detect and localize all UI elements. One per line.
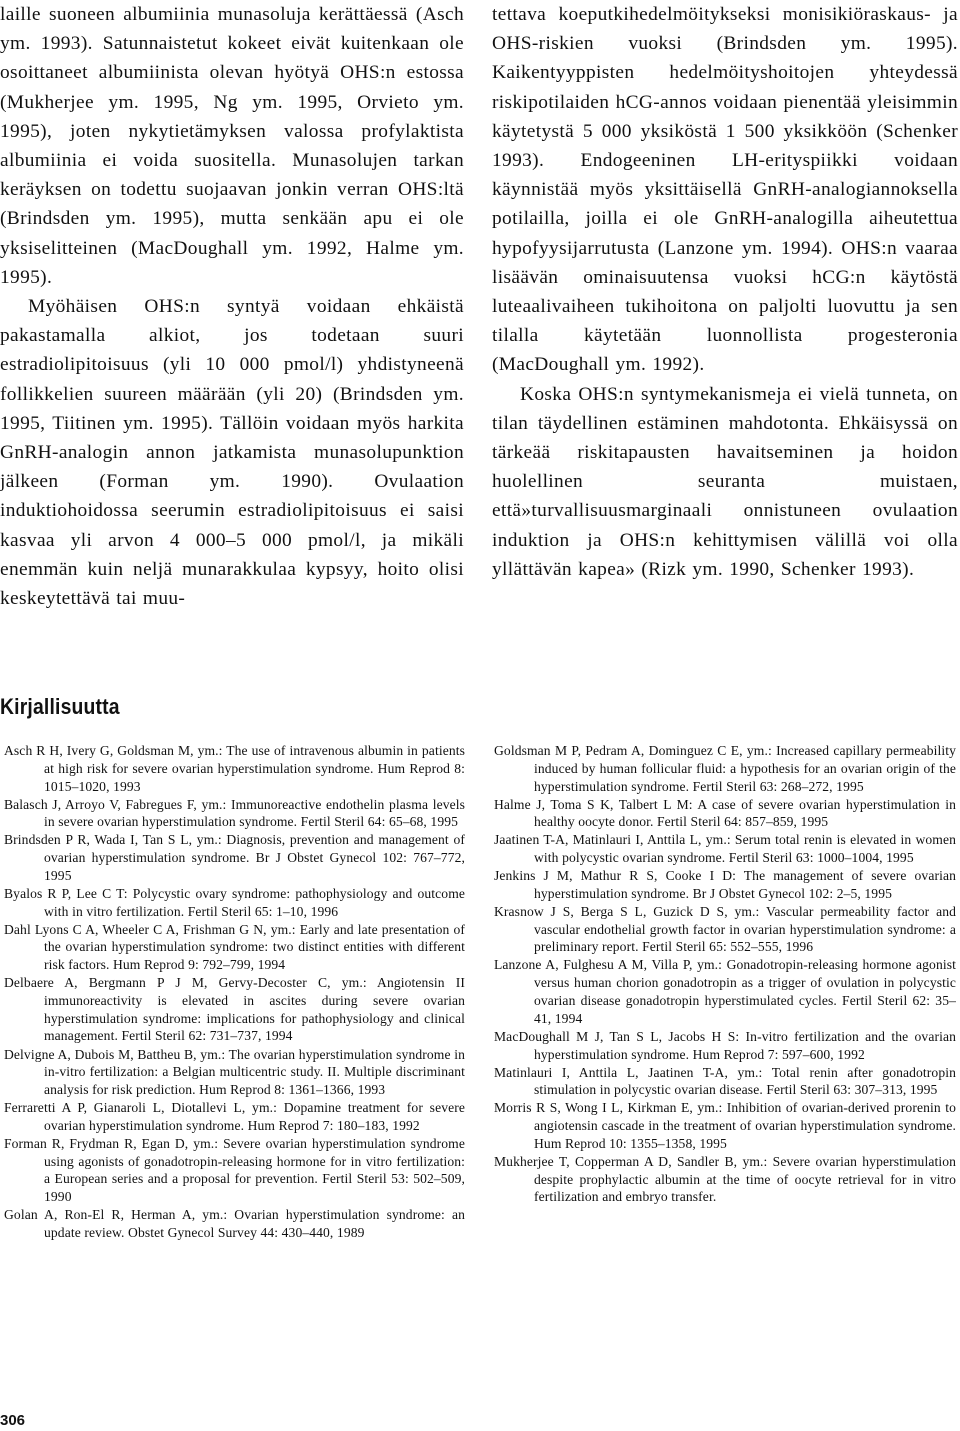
reference-item: Forman R, Frydman R, Egan D, ym.: Severe ovarian hyperstimulation syndrome using agonists of gonadotropin-releasing hormone for in vitro fertilization: a European series and a proposal for prevention. Fertil Steril 53: 502–509, 1990 — [4, 1135, 465, 1205]
reference-item: Mukherjee T, Copperman A D, Sandler B, ym.: Severe ovarian hyperstimulation despite prophylactic albumin at the time of oocyte retrieval for in vitro fertilization and embryo transfer. — [494, 1153, 956, 1205]
body-column-right — [492, 0, 958, 584]
body-paragraph: Myöhäisen OHS:n syntyä voidaan ehkäistä pakastamalla alkiot, jos todetaan suuri estradiolipitoisuus (yli 10 000 pmol/l) yhdistyneenä follikkelien suureen määrään (yli 20) (Brindsden ym. 1995, Tiitinen ym. 1995). Tällöin voidaan myös harkita GnRH-analogin annon jatkamista munasolupunktion jälkeen (Forman ym. 1990). Ovulaation induktiohoidossa seerumin estradiolipitoisuus ei saisi kasvaa yli arvon 4 000–5 000 pmol/l, ja mikäli enemmän kuin neljä munarakkulaa kypsyy, hoito olisi keskeytettävä tai muu- — [0, 296, 464, 610]
body-paragraph: Koska OHS:n syntymekanismeja ei vielä tunneta, on tilan täydellinen estäminen mahdotonta. Ehkäisyssä on tärkeää riskitapausten havaitseminen ja hoidon huolellinen seuranta muistaen, että»turvallisuusmarginaali onnistuneen ovulaation induktion ja OHS:n kehittymisen välillä voi olla yllättävän kapea» (Rizk ym. 1990, Schenker 1993). — [492, 383, 958, 580]
reference-item: Morris R S, Wong I L, Kirkman E, ym.: Inhibition of ovarian-derived prorenin to angiotensin cascade in the treatment of ovarian hyperstimulation syndrome. Hum Reprod 10: 1355–1358, 1995 — [494, 1100, 956, 1151]
reference-item: Dahl Lyons C A, Wheeler C A, Frishman G N, ym.: Early and late presentation of the ovarian hyperstimulation syndrome: two distinct entities with different risk factors. Hum Reprod 9: 792–799, 1994 — [4, 921, 465, 973]
reference-item: Halme J, Toma S K, Talbert L M: A case of severe ovarian hyperstimulation in healthy oocyte donor. Fertil Steril 64: 857–859, 1995 — [494, 796, 956, 830]
reference-item: Jaatinen T-A, Matinlauri I, Anttila L, ym.: Serum total renin is elevated in women with polycystic ovarian syndrome. Fertil Steril 63: 1000–1004, 1995 — [494, 832, 956, 866]
page-number: 306 — [0, 1412, 26, 1429]
reference-item: Lanzone A, Fulghesu A M, Villa P, ym.: Gonadotropin-releasing hormone agonist versus human chorion gonadotropin as a trigger of ovulation in polycystic ovarian disease gonadotropin hyperstimulated cycles. Fertil Steril 62: 35–41, 1994 — [494, 957, 956, 1026]
reference-item: Goldsman M P, Pedram A, Dominguez C E, ym.: Increased capillary permeability induced by human follicular fluid: a hypothesis for an ovarian origin of the hyperstimulation syndrome. Fertil Steril 63: 268–272, 1995 — [494, 743, 956, 794]
reference-list-right — [494, 742, 956, 1206]
reference-item: Ferraretti A P, Gianaroli L, Diotallevi L, ym.: Dopamine treatment for severe ovarian hyperstimulation syndrome. Hum Reprod 7: 180–183, 1992 — [4, 1100, 465, 1133]
reference-list-left — [4, 742, 465, 1242]
body-paragraph: tettava koeputkihedelmöitykseksi monisikiöraskaus- ja OHS-riskien vuoksi (Brindsden ym. 1995). Kaikentyyppisten hedelmöityshoitojen yhteydessä riskipotilaiden hCG-annos voidaan pienentää yleisimmin käytetystä 5 000 yksiköstä 1 500 yksikköön (Schenker 1993). Endogeeninen LH-erityspiikki voidaan käynnistää myös yksittäisellä GnRH-analogiannoksella potilailla, joilla ei ole GnRH-analogilla aiheutettua hypofyysijarrutusta (Lanzone ym. 1994). OHS:n vaaraa lisäävän ominaisuutensa vuoksi hCG:n käytöstä luteaalivaiheen tukihoitona on paljolti luovuttu ja sen tilalla käytetään luonnollista progesteronia (MacDoughall ym. 1992). — [492, 4, 958, 376]
reference-item: Delvigne A, Dubois M, Battheu B, ym.: The ovarian hyperstimulation syndrome in in-vitro fertilization: a Belgian multicentric study. II. Multiple discriminant analysis for risk prediction. Hum Reprod 8: 1361–1366, 1993 — [4, 1046, 465, 1098]
body-paragraph: laille suoneen albumiinia munasoluja kerättäessä (Asch ym. 1993). Satunnaistetut kokeet eivät kuitenkaan ole osoittaneet albumiinista olevan hyötyä OHS:n estossa (Mukherjee ym. 1995, Ng ym. 1995, Orvieto ym. 1995), joten nykytietämyksen valossa profylaktista albumiinia ei voida suositella. Munasolujen tarkan keräyksen on todettu suojaavan jonkin verran OHS:ltä (Brindsden ym. 1995), mutta senkään apu ei ole yksiselitteinen (MacDoughall ym. 1992, Halme ym. 1995). — [0, 4, 464, 288]
body-column-left — [0, 0, 464, 613]
reference-item: Byalos R P, Lee C T: Polycystic ovary syndrome: pathophysiology and outcome with in vitro fertilization. Fertil Steril 65: 1–10, 1996 — [4, 885, 465, 919]
reference-item: Matinlauri I, Anttila L, Jaatinen T-A, ym.: Total renin after gonadotropin stimulation in polycystic ovarian disease. Fertil Steril 63: 307–313, 1995 — [494, 1064, 956, 1098]
reference-item: MacDoughall M J, Tan S L, Jacobs H S: In-vitro fertilization and the ovarian hyperstimulation syndrome. Hum Reprod 7: 597–600, 1992 — [494, 1028, 956, 1062]
reference-item: Asch R H, Ivery G, Goldsman M, ym.: The use of intravenous albumin in patients at high risk for severe ovarian hyperstimulation syndrome. Hum Reprod 8: 1015–1020, 1993 — [4, 743, 465, 794]
reference-item: Krasnow J S, Berga S L, Guzick D S, ym.: Vascular permeability factor and vascular endothelial growth factor in ovarian hyperstimulation syndrome: a preliminary report. Fertil Steril 65: 552–555, 1996 — [494, 903, 956, 955]
references-heading: Kirjallisuutta — [0, 694, 120, 719]
reference-item: Balasch J, Arroyo V, Fabregues F, ym.: Immunoreactive endothelin plasma levels in severe ovarian hyperstimulation syndrome. Fertil Steril 64: 65–68, 1995 — [4, 796, 465, 830]
reference-item: Jenkins J M, Mathur R S, Cooke I D: The management of severe ovarian hyperstimulation syndrome. Br J Obstet Gynecol 102: 2–5, 1995 — [494, 868, 956, 901]
reference-item: Golan A, Ron-El R, Herman A, ym.: Ovarian hyperstimulation syndrome: an update review. Obstet Gynecol Survey 44: 430–440, 1989 — [4, 1207, 465, 1240]
reference-item: Delbaere A, Bergmann P J M, Gervy-Decoster C, ym.: Angiotensin II immunoreactivity is elevated in ascites during severe ovarian hyperstimulation syndrome: implications for pathophysiology and clinical management. Fertil Steril 62: 731–737, 1994 — [4, 975, 465, 1044]
reference-item: Brindsden P R, Wada I, Tan S L, ym.: Diagnosis, prevention and management of ovarian hyperstimulation syndrome. Br J Obstet Gynecol 102: 767–772, 1995 — [4, 832, 465, 883]
